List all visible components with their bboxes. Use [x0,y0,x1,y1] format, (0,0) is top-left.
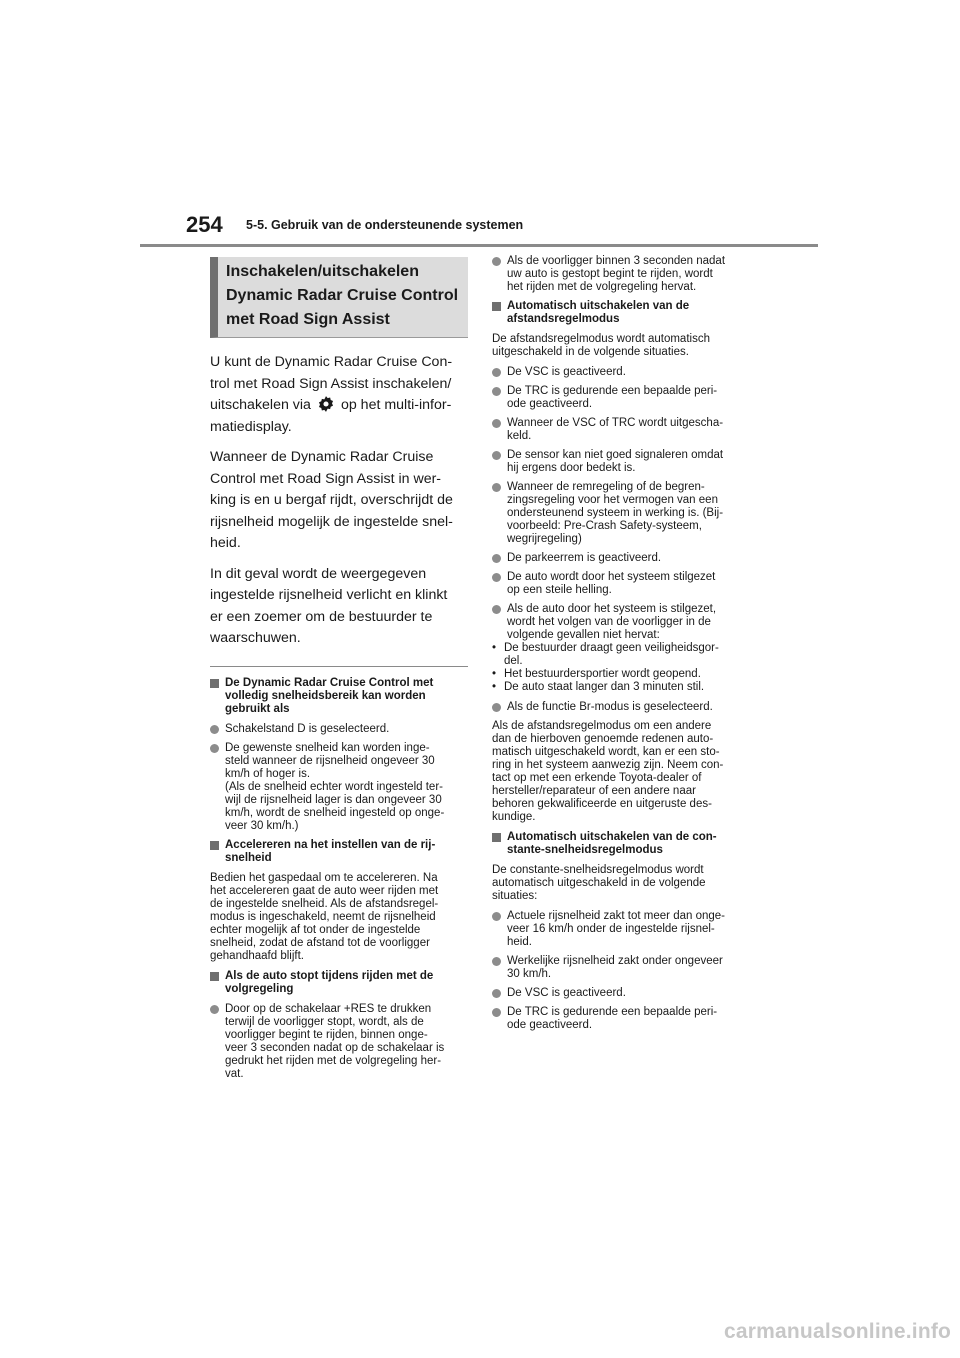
circle-bullet-icon [492,387,501,396]
square-bullet-icon [210,972,219,981]
gear-icon [317,395,335,413]
list-item: Door op de schakelaar +RES te drukken terwijl de voorligger stopt, wordt, als de voorligger begint te rijden, binnen onge- veer 3 seconden nadat op de schakelaar is gedrukt het rijden met de volgregeling her- vat. [210,1003,468,1081]
square-bullet-icon [492,833,501,842]
header-rule [140,244,818,247]
circle-bullet-icon [492,703,501,712]
right-column [492,255,750,1038]
list-item: De VSC is geactiveerd. [492,987,750,1000]
intro-text [210,352,468,650]
list-item: Als de auto door het systeem is stilgezet, wordt het volgen van de voorligger in de volgende gevallen niet hervat: [492,603,750,642]
circle-bullet-icon [492,368,501,377]
watermark: carmanualsonline.info [724,1320,952,1343]
section-title-box [210,257,468,338]
circle-bullet-icon [492,257,501,266]
list-item: Schakelstand D is geselecteerd. [210,723,468,736]
section-title: Inschakelen/uitschakelen Dynamic Radar Cruise Control met Road Sign Assist [226,263,459,328]
section-divider [210,666,468,667]
intro-paragraph-3: In dit geval wordt de weergegeven ingestelde rijsnelheid verlicht en klinkt er een zoemer om de bestuurder te waarschuwen. [210,565,448,646]
paragraph-malfunction: Als de afstandsregelmodus om een andere dan de hierboven genoemde redenen auto- matisch uitgeschakeld wordt, kan er een sto- ring in het systeem aanwezig zijn. Neem con- tact op met een erkende Toyota-dealer of hersteller/reparateur of een andere naar behoren gekwalificeerde en uitgeruste des- kundige. [492,720,724,823]
list-item: De parkeerrem is geactiveerd. [492,552,750,565]
circle-bullet-icon [492,912,501,921]
sub-list-item: • De auto staat langer dan 3 minuten stil. [492,681,705,693]
intro-paragraph-1: U kunt de Dynamic Radar Cruise Con- trol met Road Sign Assist inschakelen/ uitschakelen via op het multi-infor- matiedisplay. [210,354,453,435]
circle-bullet-icon [492,483,501,492]
list-item: Wanneer de remregeling of de begren- zingsregeling voor het vermogen van een ondersteunend systeem in werking is. (Bij- voorbeeld: Pre-Crash Safety-systeem, wegrijregeling) [492,481,750,546]
circle-bullet-icon [492,1008,501,1017]
circle-bullet-icon [492,957,501,966]
sub-list-item: • De bestuurder draagt geen veiligheidsgor- del. [492,642,719,667]
circle-bullet-icon [492,451,501,460]
circle-bullet-icon [492,554,501,563]
list-item: De TRC is gedurende een bepaalde peri- ode geactiveerd. [492,385,750,411]
circle-bullet-icon [492,573,501,582]
circle-bullet-icon [492,419,501,428]
subheading-auto-cancel-distance: Automatisch uitschakelen van de afstandsregelmodus [492,300,750,326]
list-item: De TRC is gedurende een bepaalde peri- ode geactiveerd. [492,1006,750,1032]
list-item: Wanneer de VSC of TRC wordt uitgescha- keld. [492,417,750,443]
list-item: Als de functie Br-modus is geselecteerd. [492,701,750,714]
list-item: De VSC is geactiveerd. [492,366,750,379]
paragraph-constant-speed: De constante-snelheidsregelmodus wordt automatisch uitgeschakeld in de volgende situaties: [492,864,706,902]
circle-bullet-icon [210,725,219,734]
paragraph-distance-mode: De afstandsregelmodus wordt automatisch uitgeschakeld in de volgende situaties. [492,333,710,358]
circle-bullet-icon [210,1005,219,1014]
square-bullet-icon [210,841,219,850]
list-item: De auto wordt door het systeem stilgezet op een steile helling. [492,571,750,597]
circle-bullet-icon [492,989,501,998]
list-item: De sensor kan niet goed signaleren omdat hij ergens door bedekt is. [492,449,750,475]
list-item: Als de voorligger binnen 3 seconden nadat uw auto is gestopt begint te rijden, wordt het rijden met de volgregeling hervat. [492,255,750,294]
square-bullet-icon [492,302,501,311]
left-column [210,257,468,1087]
circle-bullet-icon [210,744,219,753]
subheading-auto-cancel-constant-speed: Automatisch uitschakelen van de con- stante-snelheidsregelmodus [492,831,750,857]
list-item: De gewenste snelheid kan worden inge- steld wanneer de rijsnelheid ongeveer 30 km/h of hoger is. (Als de snelheid echter wordt ingesteld ter- wijl de rijsnelheid lager is dan ongeveer 30 km/h, wordt de snelheid ingesteld op onge- veer 30 km/h.) [210,742,468,833]
list-item: Actuele rijsnelheid zakt tot meer dan onge- veer 16 km/h onder de ingestelde rijsnel- heid. [492,910,750,949]
subheading-full-speed-range: De Dynamic Radar Cruise Control met volledig snelheidsbereik kan worden gebruikt als [210,677,468,716]
subheading-car-stops: Als de auto stopt tijdens rijden met de volgregeling [210,970,468,996]
sub-list-item: • Het bestuurdersportier wordt geopend. [492,668,701,680]
circle-bullet-icon [492,605,501,614]
subheading-accelerating: Accelereren na het instellen van de rij- snelheid [210,839,468,865]
paragraph-accelerating: Bedien het gaspedaal om te accelereren. Na het accelereren gaat de auto weer rijden met de ingestelde snelheid. Als de afstandsregel- modus is ingeschakeld, neemt de rijsnelheid echter mogelijk af tot onder de ingestelde snelheid, zodat de afstand tot de voorligger gehandhaafd blijft. [210,871,439,962]
intro-paragraph-2: Wanneer de Dynamic Radar Cruise Control met Road Sign Assist in wer- king is en u bergaf rijdt, overschrijdt de rijsnelheid mogelijk de ingestelde snel- heid. [210,449,453,551]
list-item: Werkelijke rijsnelheid zakt onder ongeveer 30 km/h. [492,955,750,981]
chapter-title: 5-5. Gebruik van de ondersteunende systemen [246,218,524,232]
square-bullet-icon [210,679,219,688]
page-number: 254 [186,212,223,237]
